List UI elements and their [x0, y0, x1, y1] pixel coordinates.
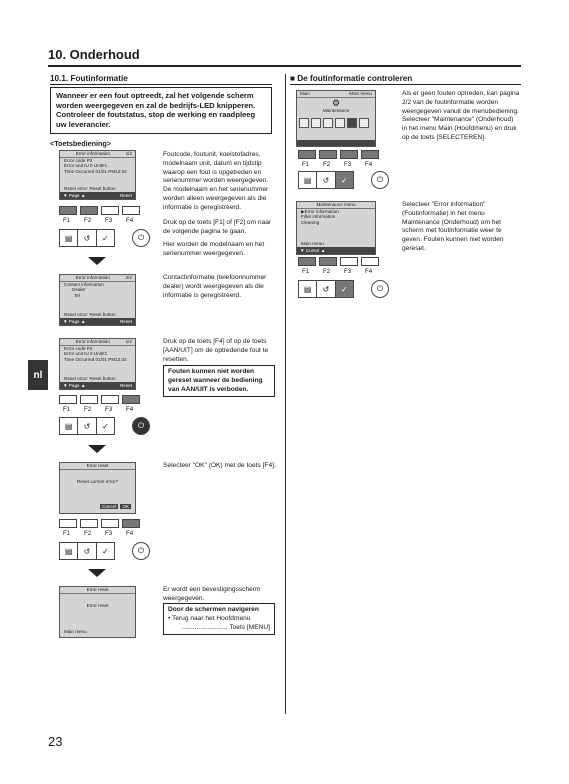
return-icon[interactable]: ↺ — [317, 281, 335, 297]
error-info-screen-3 — [59, 338, 136, 390]
page-nav: ▼ Page ▲ — [63, 319, 86, 324]
f4-key[interactable] — [122, 206, 140, 215]
menu-item-cleaning: Cleaning — [301, 219, 320, 225]
f3-key[interactable] — [101, 395, 119, 404]
menu-icon[interactable]: ▤ — [299, 281, 317, 297]
f2-label: F2 — [84, 217, 92, 224]
return-icon[interactable]: ↺ — [78, 543, 96, 559]
menu-item-filter-info: Filter information — [301, 214, 336, 219]
right-step1-text: Als er geen fouten optreden, kan pagina 2/2 van de foutinformatie worden weergegeven vanuit de menubediening. Selecteer "Maintenance" (Onderhoud) in het menu Main (Hoofdmenu) en druk op de toets [SELECTEREN]. — [402, 90, 520, 141]
right-step2-text: Selecteer "Error information" (Foutinformatie) in het menu Maintenance (Onderhoud) om het scherm met foutinformatie weer te geven. Fouten kunnen niet worden gereset. — [402, 201, 504, 252]
menu-icon[interactable]: ▤ — [60, 418, 78, 434]
section-rule-right — [290, 84, 521, 85]
error-code: Error code P2 — [64, 345, 93, 351]
f1-key[interactable] — [59, 206, 77, 215]
screen-title: Error information — [75, 275, 110, 280]
reset-confirm: Error reset — [86, 602, 109, 608]
arrow-down-icon — [88, 257, 106, 265]
f3-label: F3 — [344, 268, 352, 275]
screen-page: 1/2 — [125, 339, 132, 344]
f3-key[interactable] — [101, 519, 119, 528]
menu-icon[interactable]: ▤ — [60, 230, 78, 246]
f1-key[interactable] — [298, 257, 316, 266]
language-tab: nl — [28, 360, 48, 390]
error-unit: Error unit IU 0 Unit#1 — [64, 351, 108, 356]
f3-label: F3 — [105, 217, 113, 224]
error-unit: Error unit IU 0 Unit#1 — [64, 163, 108, 168]
return-icon[interactable]: ↺ — [78, 230, 96, 246]
f1-key[interactable] — [59, 519, 77, 528]
toets-label: <Toetsbediening> — [50, 139, 111, 148]
nav-box-title: Door de schermen navigeren — [168, 606, 259, 613]
menu-icon[interactable]: ▤ — [60, 543, 78, 559]
f1-label: F1 — [63, 406, 71, 413]
power-icon[interactable]: ⏻ — [371, 280, 389, 298]
control-buttons — [298, 280, 354, 298]
error-code: Error code P2 — [64, 157, 93, 163]
power-icon[interactable]: ⏻ — [132, 229, 150, 247]
dealer: Dealer — [72, 287, 86, 292]
contact-info: Contact information — [64, 281, 104, 287]
error-reset-screen — [59, 462, 136, 514]
page-nav: ▼ Page ▲ — [63, 383, 86, 388]
screen-title: Error information — [75, 151, 110, 156]
f3-key[interactable] — [340, 150, 358, 159]
f3-key[interactable] — [101, 206, 119, 215]
f4-key[interactable] — [122, 395, 140, 404]
f1-label: F1 — [302, 268, 310, 275]
f4-label: F4 — [365, 268, 373, 275]
power-icon[interactable]: ⏻ — [132, 542, 150, 560]
time-occurred: Time Occurred 01/01 PM12:34 — [64, 356, 127, 362]
screen-title: Error reset — [60, 587, 135, 594]
main-menu-screen — [296, 90, 376, 147]
arrow-down-icon — [88, 445, 106, 453]
control-buttons — [59, 542, 115, 560]
maintenance-label: Maintenance — [322, 108, 350, 114]
step3-text: Druk op de toets [F4] of op de toets [AAN/UIT] om de optredende fout te resetten. — [163, 338, 269, 363]
check-icon[interactable]: ✓ — [101, 233, 109, 243]
f1-label: F1 — [63, 217, 71, 224]
reset-hint: Reset error: Reset button — [64, 375, 116, 381]
f2-label: F2 — [84, 406, 92, 413]
error-info-screen-1 — [59, 150, 136, 200]
f2-key[interactable] — [80, 206, 98, 215]
page-number: 23 — [48, 734, 63, 749]
check-icon[interactable]: ✓ — [101, 546, 109, 556]
f2-key[interactable] — [80, 395, 98, 404]
control-buttons — [59, 417, 115, 435]
cancel-option: Cancel — [102, 503, 117, 509]
reset-question: Reset current error? — [76, 478, 119, 484]
reset-label: Reset — [119, 319, 132, 324]
section-rule-left — [50, 84, 272, 85]
screen-title: Error reset — [60, 463, 135, 470]
f4-key[interactable] — [122, 519, 140, 528]
reset-hint: Reset error: Reset button — [64, 311, 116, 317]
screen-page: 1/2 — [125, 151, 132, 156]
step1b-text: Druk op de toets [F1] of [F2] om naar de volgende pagina te gaan. — [163, 219, 272, 235]
return-icon[interactable]: ↺ — [317, 172, 335, 188]
f4-key[interactable] — [361, 257, 379, 266]
ok-option: OK — [122, 503, 129, 509]
f1-key[interactable] — [59, 395, 77, 404]
tel: Tel — [74, 292, 80, 298]
f4-label: F4 — [365, 161, 373, 168]
screen-title: Error information — [75, 339, 110, 344]
main-tab: Main — [300, 91, 310, 96]
section-title-left: 10.1. Foutinformatie — [50, 74, 128, 83]
step3-note-box: Fouten kunnen niet worden gereset wanneer de bediening van AAN/UIT is verboden. — [163, 365, 275, 397]
check-icon[interactable]: ✓ — [336, 281, 353, 297]
warning-box: Wanneer er een fout optreedt, zal het volgende scherm worden weergegeven en zal de bedrijfs-LED knipperen. Controleer de foutstatus, stop de werking en raadpleeg uw leverancier. — [50, 87, 272, 134]
column-divider — [285, 74, 286, 714]
nav-box — [163, 603, 275, 635]
f4-label: F4 — [126, 217, 134, 224]
page-title: 10. Onderhoud — [48, 47, 140, 62]
check-icon[interactable]: ✓ — [101, 421, 109, 431]
main-menu-hint: Main menu — [301, 240, 324, 246]
f4-key[interactable] — [361, 150, 379, 159]
main-menu-hint: Main menu — [64, 628, 87, 634]
reset-label: Reset — [119, 383, 132, 388]
arrow-down-icon — [88, 569, 106, 577]
section-title-right: ■ De foutinformatie controleren — [290, 74, 413, 83]
step2-text: Contactinformatie (telefoonnummer dealer) wordt weergegeven als die informatie is geregistreerd. — [163, 274, 267, 299]
wrench-icon: ⚙ — [331, 97, 341, 108]
step1c-text: Hier worden de modelnaam en het serienummer weergegeven. — [163, 241, 265, 257]
f4-label: F4 — [126, 406, 134, 413]
f3-label: F3 — [105, 530, 113, 537]
error-reset-done-screen — [59, 586, 136, 638]
step1-text: Foutcode, foutunit, koelstofadres, modelnaam unit, datum en tijdstip waarop een fout is opgetreden en serienummer worden weergegeven. De modelnaam en het serienummer worden alleen weergegeven als die informatie is geregistreerd. — [163, 151, 269, 211]
return-icon[interactable]: ↺ — [78, 418, 96, 434]
check-icon[interactable]: ✓ — [336, 172, 353, 188]
reset-hint: Reset error: Reset button — [64, 185, 116, 191]
page-nav: ▼ Page ▲ — [63, 193, 86, 198]
f1-label: F1 — [63, 530, 71, 537]
nav-box-key: ......................... Toets [MENU] — [181, 623, 270, 631]
menu-item-error-info: ▶Error information — [301, 208, 339, 214]
maintenance-menu-screen — [296, 201, 376, 255]
f2-key[interactable] — [319, 257, 337, 266]
f3-label: F3 — [344, 161, 352, 168]
reset-label: Reset — [119, 193, 132, 198]
time-occurred: Time Occurred 01/01 PM12:34 — [64, 168, 127, 174]
screen-title: Maintenance menu — [297, 202, 375, 209]
error-info-screen-2 — [59, 274, 136, 326]
step4-text: Selecteer "OK" (OK) met de toets [F4]. — [163, 462, 276, 469]
header-rule — [48, 65, 521, 67]
menu-icon[interactable]: ▤ — [299, 172, 317, 188]
main-menu-tab: Main menu — [349, 91, 372, 96]
f3-label: F3 — [105, 406, 113, 413]
f4-label: F4 — [126, 530, 134, 537]
control-buttons — [298, 171, 354, 189]
nav-box-item: • Terug naar het Hoofdmenu — [168, 614, 251, 622]
menu-icons — [299, 118, 369, 128]
screen-page: 2/2 — [125, 275, 132, 280]
power-icon[interactable]: ⏻ — [371, 171, 389, 189]
f3-key[interactable] — [340, 257, 358, 266]
cursor-nav: ▼ Cursor ▲ — [300, 248, 326, 253]
f2-label: F2 — [84, 530, 92, 537]
control-buttons — [59, 229, 115, 247]
f2-key[interactable] — [80, 519, 98, 528]
power-icon[interactable]: ⏻ — [132, 417, 150, 435]
f1-label: F1 — [302, 161, 310, 168]
f1-key[interactable] — [298, 150, 316, 159]
f2-label: F2 — [323, 268, 331, 275]
step5-text: Er wordt een bevestigingsscherm weergegeven. — [163, 586, 261, 602]
f2-key[interactable] — [319, 150, 337, 159]
f2-label: F2 — [323, 161, 331, 168]
